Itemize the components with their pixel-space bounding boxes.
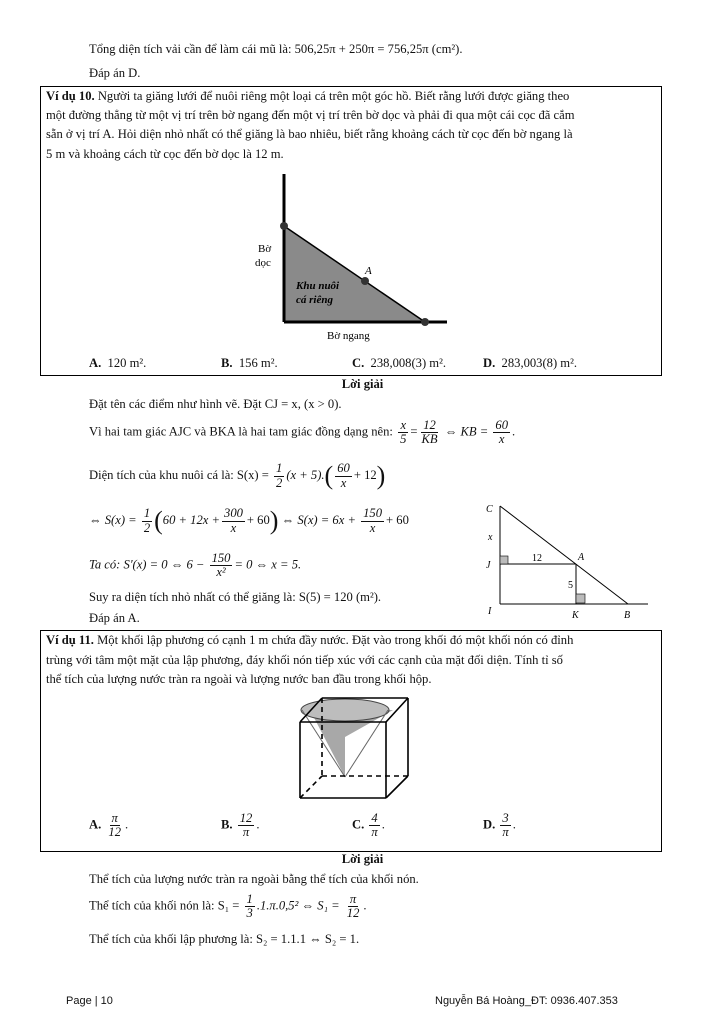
den: 5 [400,432,407,447]
num: 12 [423,418,436,432]
ex10-text4: 5 m và khoảng cách từ cọc đến bờ dọc là 12 m. [46,147,284,161]
frac-300-x [222,507,245,534]
sol11-line3: Thể tích của khối lập phương là: S₂ = 1.1.1 ⇔ S₂ = 1. [89,932,360,946]
solution-figure [478,498,658,622]
stake-point-a [361,277,369,285]
frac-60-x [335,462,352,489]
ex11-text2: trùng với tâm một mặt của lập phương, đáy khối nón tiếp xúc với các cạnh của mặt đối diện. Tính tỉ số [46,653,563,667]
frac-12-kb [420,419,440,446]
ex10-text3: sẵn ở vị trí A. Hỏi diện nhỏ nhất có thể giăng là bao nhiêu, biết rằng khoảng cách từ cọc đến bờ ngang là [46,127,573,141]
choice-fraction [106,812,123,839]
num: 1 [246,892,253,906]
label-5: 5 [568,580,573,591]
sol10-l2-mid: ⇔ KB = [444,424,489,439]
cone-base [301,699,389,721]
num: π [111,811,118,825]
sol10-l4-pre: ⇔ S(x) = [89,512,137,527]
ex10-choice-d [483,356,577,371]
den: π [502,825,509,840]
frac-60-x [493,419,510,446]
den: x [369,520,376,535]
num: 1 [143,506,151,521]
num: 150 [363,506,383,521]
ex10-choice-c [352,356,446,371]
ex11-text1: Một khối lập phương có cạnh 1 m chứa đầy nước. Đặt vào trong khối đó một khối nón có đỉnh [97,633,574,647]
ex10-choice-a [89,356,146,371]
lake-figure [240,168,460,343]
footer-author: Nguyễn Bá Hoàng_ĐT: 0936.407.353 [435,995,618,1007]
hypotenuse-cb [500,506,628,604]
sol10-line5 [89,552,301,579]
label-i: I [488,606,492,617]
den: π [242,825,250,840]
ex10-text-line1 [46,89,569,104]
ex11-choice-a: A. $\frac{\pi}{12}$ . [89,811,129,840]
den: x [230,520,237,535]
den: x [498,432,505,447]
choice-letter: B. [221,356,233,370]
label-a: A [578,552,585,563]
frac-1-3 [245,893,255,920]
num: 12 [239,811,253,825]
num: 4 [371,811,378,825]
num: π [349,892,357,906]
num: 300 [224,506,243,521]
den: π [371,825,378,840]
net-end-point-bottom [421,318,429,326]
label-bo-ngang: Bờ ngang [327,330,370,342]
label-b: B [624,610,631,621]
den: 12 [108,825,121,840]
choice-letter: D. [483,817,496,832]
choice-text: 283,003(8) m². [501,356,578,370]
choice-letter: A. [89,817,102,832]
sol10-l4-c: ⇔ S(x) = 6x + [281,512,356,527]
frac-150-x [361,507,384,534]
cube-cone-figure [290,692,420,804]
fabric-total-line: Tổng diện tích vải cần để làm cái mũ là: 506,25π + 250π = 756,25π (cm²). [89,42,463,56]
choice-text: 156 m². [238,356,278,370]
ex11-text-line1 [46,633,573,648]
sol11-l2-pre: Thể tích của khối nón là: S₁ = [89,898,240,913]
sol10-l4-b: + 60 [246,512,270,527]
cube-bottom-right [386,776,408,798]
sol10-line6: Suy ra diện tích nhỏ nhất có thể giăng là: S(5) = 120 (m²). [89,590,382,604]
footer-page: Page | 10 [66,995,113,1007]
label-k: K [572,610,579,621]
sol10-l3-mid: (x + 5). [286,467,325,482]
frac-1-2 [142,507,152,534]
den: 2 [276,475,283,490]
sol10-line4: ⇔ S(x) = $\frac{1}{2}$ (60 + 12x + $\frac{300}{x}$ + 60) ⇔ S(x) = 6x + $\frac{150}{x}$ + 60 [89,506,409,535]
den: x [340,475,347,490]
den: 12 [346,906,360,921]
choice-fraction [369,812,379,839]
choice-text: 238,008(3) m². [370,356,447,370]
num: 60 [337,461,350,476]
choice-letter: C. [352,356,365,370]
sol10-line1: Đặt tên các điểm như hình vẽ. Đặt CJ = x, (x > 0). [89,397,342,411]
sol10-l4-a: 60 + 12x + [162,512,221,527]
cube-hidden-diagonal [300,776,322,798]
den: 2 [143,520,151,535]
choice-fraction [500,812,510,839]
sol10-l3-end: + 12 [353,467,377,482]
sol10-line7: Đáp án A. [89,611,140,625]
choice-letter: B. [221,817,233,832]
den: 3 [246,906,253,921]
ex11-text3: thể tích của lượng nước tràn ra ngoài và lượng nước ban đầu trong khối hộp. [46,672,432,686]
den: KB [421,432,438,447]
sol10-line3: Diện tích của khu nuôi cá là: S(x) = $\frac{1}{2}$ (x + 5).( $\frac{60}{x}$ + 12) [89,461,386,490]
num: 1 [276,461,283,476]
ex11-choice-c: C. $\frac{4}{\pi}$ . [352,811,385,840]
label-c: C [486,504,493,515]
choice-text: 120 m². [107,356,147,370]
ex11-title: Ví dụ 11. [46,633,94,647]
choice-letter: A. [89,356,102,370]
sol11-line1: Thể tích của lượng nước tràn ra ngoài bằng thể tích của khối nón. [89,872,419,886]
ex10-choice-b [221,356,278,371]
sol10-l3-pre: Diện tích của khu nuôi cá là: S(x) = [89,467,269,482]
label-12: 12 [532,553,542,564]
label-bo: Bờ [258,243,272,255]
num: x [400,418,407,432]
frac-x-5 [398,419,408,446]
frac-1-2 [274,462,284,489]
choice-fraction [238,812,255,839]
ex10-text1: Người ta giăng lưới để nuôi riêng một loại cá trên một góc hồ. Biết rằng lưới được giăng theo [97,89,570,103]
sol10-l5-end: = 0 ⇔ x = 5. [234,557,302,572]
sol10-heading: Lời giải [341,377,384,391]
ex10-title: Ví dụ 10. [46,89,95,103]
right-angle-k [576,594,585,603]
frac-150-x2 [210,552,233,579]
net-end-point-top [280,222,288,230]
num: 3 [502,811,509,825]
sol10-l5-pre: Ta có: S'(x) = 0 ⇔ 6 − [89,557,205,572]
num: 60 [495,418,508,432]
sol11-line2: Thể tích của khối nón là: S₁ = $\frac{1}{3}$ .1.π.0,5² ⇔ S₁ = $\frac{\pi}{12}$ . [89,892,367,921]
label-khu-nuoi: Khu nuôi [296,280,340,292]
choice-letter: D. [483,356,496,370]
label-j: J [486,560,491,571]
answer-prev: Đáp án D. [89,66,141,80]
sol11-l2-mid: .1.π.0,5² ⇔ S₁ = [256,898,340,913]
sol10-line2: Vì hai tam giác AJC và BKA là hai tam giác đồng dạng nên: $\frac{x}{5}$ = $\frac{12}{KB}$ ⇔ KB = $\frac{60}{x}$ . [89,418,516,447]
right-angle-j [500,556,508,564]
label-doc: dọc [255,257,271,269]
ex11-choice-b: B. $\frac{12}{\pi}$ . [221,811,260,840]
num: 150 [211,551,231,565]
label-a: A [365,265,372,277]
ex11-choice-d: D. $\frac{3}{\pi}$ . [483,811,516,840]
sol11-heading: Lời giải [341,852,384,866]
sol10-l4-d: + 60 [386,512,409,527]
label-x: x [488,532,493,543]
sol10-l2-pre: Vì hai tam giác AJC và BKA là hai tam giác đồng dạng nên: [89,424,393,439]
frac-pi-12 [345,893,362,920]
den: x² [216,565,226,580]
ex10-text2: một đường thẳng từ một vị trí trên bờ ngang đến một vị trí trên bờ dọc và phải đi qua một cái cọc đã cắm [46,108,575,122]
choice-letter: C. [352,817,365,832]
label-ca-rieng: cá riêng [296,294,333,306]
